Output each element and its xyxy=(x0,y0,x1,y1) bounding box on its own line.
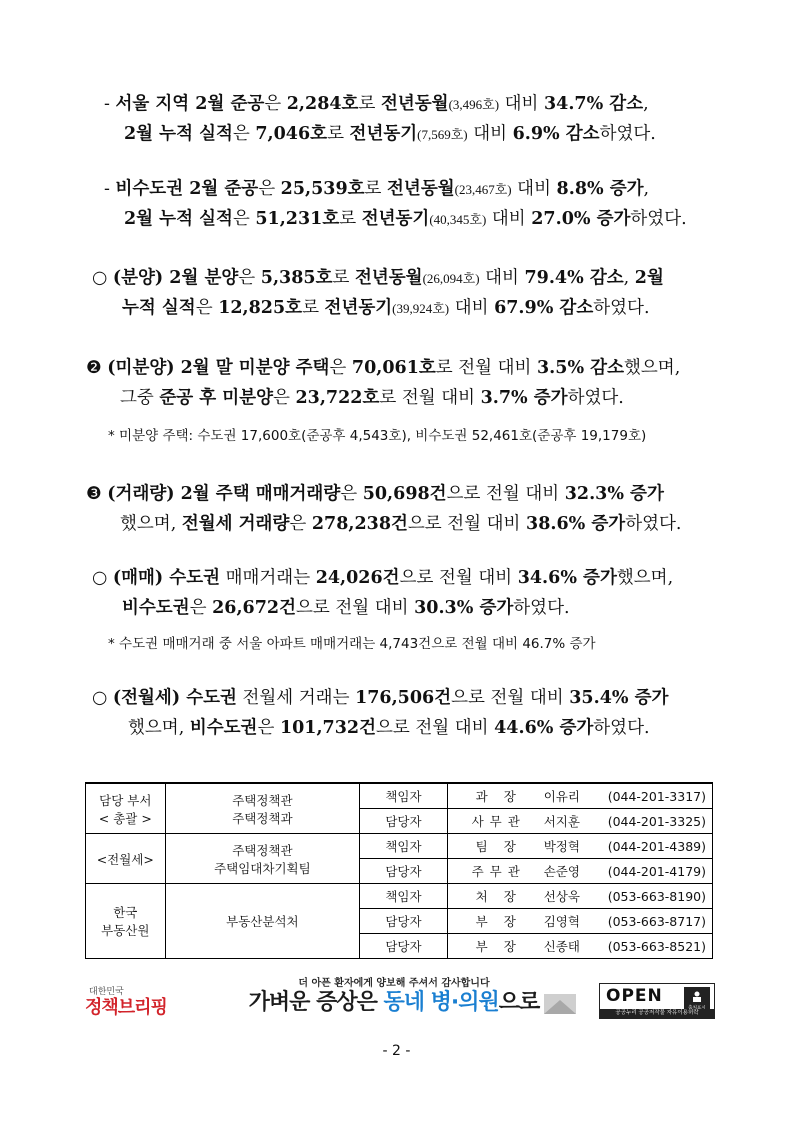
role-cell: 담당자 xyxy=(360,934,448,959)
contact-name: 손준영 xyxy=(543,864,580,879)
contacts-table xyxy=(85,782,713,959)
dept-label: 담당 부서 xyxy=(99,792,152,808)
contact-title: 팀 장 xyxy=(475,839,522,854)
contact-phone: (044-201-4179) xyxy=(607,864,706,879)
contact-cell xyxy=(447,809,712,834)
contact-name: 선상욱 xyxy=(543,889,580,904)
attribution-badge-icon xyxy=(684,987,710,1009)
open-sublabel: 공공누리 공공저작물 자유이용허락 xyxy=(600,1009,714,1018)
clinic-campaign-banner[interactable] xyxy=(208,972,580,1024)
sales-line2: 비수도권은 26,672건으로 전월 대비 30.3% 증가하였다. xyxy=(122,598,570,618)
table-row xyxy=(86,884,713,909)
contact-cell xyxy=(447,884,712,909)
role-cell: 책임자 xyxy=(360,884,448,909)
contact-cell xyxy=(447,834,712,859)
team-cell xyxy=(165,834,360,884)
logo-small-text: 대한민국 xyxy=(89,987,124,997)
team-label: 부동산분석처 xyxy=(226,914,299,929)
team-sublabel: 주택임대차기획팀 xyxy=(214,860,311,876)
role-cell: 담당자 xyxy=(360,859,448,884)
seoul-completion-line1: - 서울 지역 2월 준공은 2,284호로 전년동월(3,496호) 대비 34.7% 감소, xyxy=(104,94,649,114)
dept-cell xyxy=(86,884,166,959)
rent-line2: 했으며, 비수도권은 101,732건으로 전월 대비 44.6% 증가하였다. xyxy=(128,718,650,738)
logo-big-text: 정책브리핑 xyxy=(85,997,167,1018)
contact-name: 신종태 xyxy=(543,939,580,954)
dept-sublabel: < 총괄 > xyxy=(98,810,152,826)
contact-title: 주무관 xyxy=(471,864,526,879)
contact-title: 과 장 xyxy=(475,789,522,804)
dept-label: 한국 xyxy=(113,905,138,920)
contact-title: 사무관 xyxy=(471,814,526,829)
team-label: 주택정책관 xyxy=(232,792,293,808)
contact-phone: (044-201-3325) xyxy=(607,814,706,829)
role-cell: 책임자 xyxy=(360,834,448,859)
banner-headline-part3: 으로 xyxy=(498,990,540,1015)
role-cell: 담당자 xyxy=(360,909,448,934)
banner-graphic-icon xyxy=(540,988,580,1018)
team-cell xyxy=(165,884,360,959)
unsold-line1: ❷ (미분양) 2월 말 미분양 주택은 70,061호로 전월 대비 3.5% 감소했으며, xyxy=(86,358,681,378)
contact-title: 부 장 xyxy=(475,939,522,954)
contact-phone: (053-663-8521) xyxy=(607,939,706,954)
contact-name: 박정혁 xyxy=(543,839,580,854)
contact-phone: (053-663-8190) xyxy=(607,889,706,904)
presale-line2: 누적 실적은 12,825호로 전년동기(39,924호) 대비 67.9% 감소하였다. xyxy=(122,298,650,318)
contact-cell xyxy=(447,783,712,809)
sales-line1: ○ (매매) 수도권 매매거래는 24,026건으로 전월 대비 34.6% 증가했으며, xyxy=(92,568,674,588)
policy-briefing-logo[interactable] xyxy=(85,970,175,1020)
banner-headline xyxy=(208,989,580,1017)
nonmetro-completion-line2: 2월 누적 실적은 51,231호로 전년동기(40,345호) 대비 27.0% 증가하였다. xyxy=(124,209,687,229)
contact-phone: (044-201-4389) xyxy=(607,839,706,854)
unsold-line2: 그중 준공 후 미분양은 23,722호로 전월 대비 3.7% 증가하였다. xyxy=(120,388,624,408)
contact-title: 처 장 xyxy=(475,889,522,904)
volume-line1: ❸ (거래량) 2월 주택 매매거래량은 50,698건으로 전월 대비 32.3% 증가 xyxy=(86,484,664,504)
seoul-completion-line2: 2월 누적 실적은 7,046호로 전년동기(7,569호) 대비 6.9% 감소하였다. xyxy=(124,124,656,144)
dept-label: <전월세> xyxy=(96,851,154,867)
role-cell: 담당자 xyxy=(360,809,448,834)
contact-cell xyxy=(447,934,712,959)
table-row xyxy=(86,783,713,809)
dept-sublabel: 부동산원 xyxy=(101,923,150,938)
banner-headline-part1: 가벼운 증상은 xyxy=(248,990,384,1015)
banner-headline-highlight: 동네 병·의원 xyxy=(383,990,499,1015)
contact-name: 서지훈 xyxy=(543,814,580,829)
contact-title: 부 장 xyxy=(475,914,522,929)
sales-footnote: * 수도권 매매거래 중 서울 아파트 매매거래는 4,743건으로 전월 대비 46.7% 증가 xyxy=(108,636,596,652)
role-cell: 책임자 xyxy=(360,783,448,809)
table-row xyxy=(86,834,713,859)
dept-cell xyxy=(86,834,166,884)
unsold-footnote: * 미분양 주택: 수도권 17,600호(준공후 4,543호), 비수도권 52,461호(준공후 19,179호) xyxy=(108,428,647,444)
team-sublabel: 주택정책과 xyxy=(232,810,293,826)
contact-cell xyxy=(447,859,712,884)
team-cell xyxy=(165,783,360,834)
nonmetro-completion-line1: - 비수도권 2월 준공은 25,539호로 전년동월(23,467호) 대비 8.8% 증가, xyxy=(104,179,650,199)
presale-line1: ○ (분양) 2월 분양은 5,385호로 전년동월(26,094호) 대비 79.4% 감소, 2월 xyxy=(92,268,664,288)
banner-subtitle: 더 아픈 환자에게 양보해 주셔서 감사합니다 xyxy=(298,978,490,989)
kogl-open-badge[interactable] xyxy=(599,983,715,1019)
volume-line2: 했으며, 전월세 거래량은 278,238건으로 전월 대비 38.6% 증가하였다. xyxy=(120,514,682,534)
contact-name: 김영혁 xyxy=(543,914,580,929)
dept-cell xyxy=(86,783,166,834)
contact-cell xyxy=(447,909,712,934)
page-number: - 2 - xyxy=(382,1043,411,1059)
rent-line1: ○ (전월세) 수도권 전월세 거래는 176,506건으로 전월 대비 35.4% 증가 xyxy=(92,688,669,708)
contact-phone: (053-663-8717) xyxy=(607,914,706,929)
open-label: OPEN xyxy=(606,986,663,1006)
contact-phone: (044-201-3317) xyxy=(607,789,706,804)
contact-name: 이유리 xyxy=(543,789,580,804)
team-label: 주택정책관 xyxy=(232,842,293,858)
